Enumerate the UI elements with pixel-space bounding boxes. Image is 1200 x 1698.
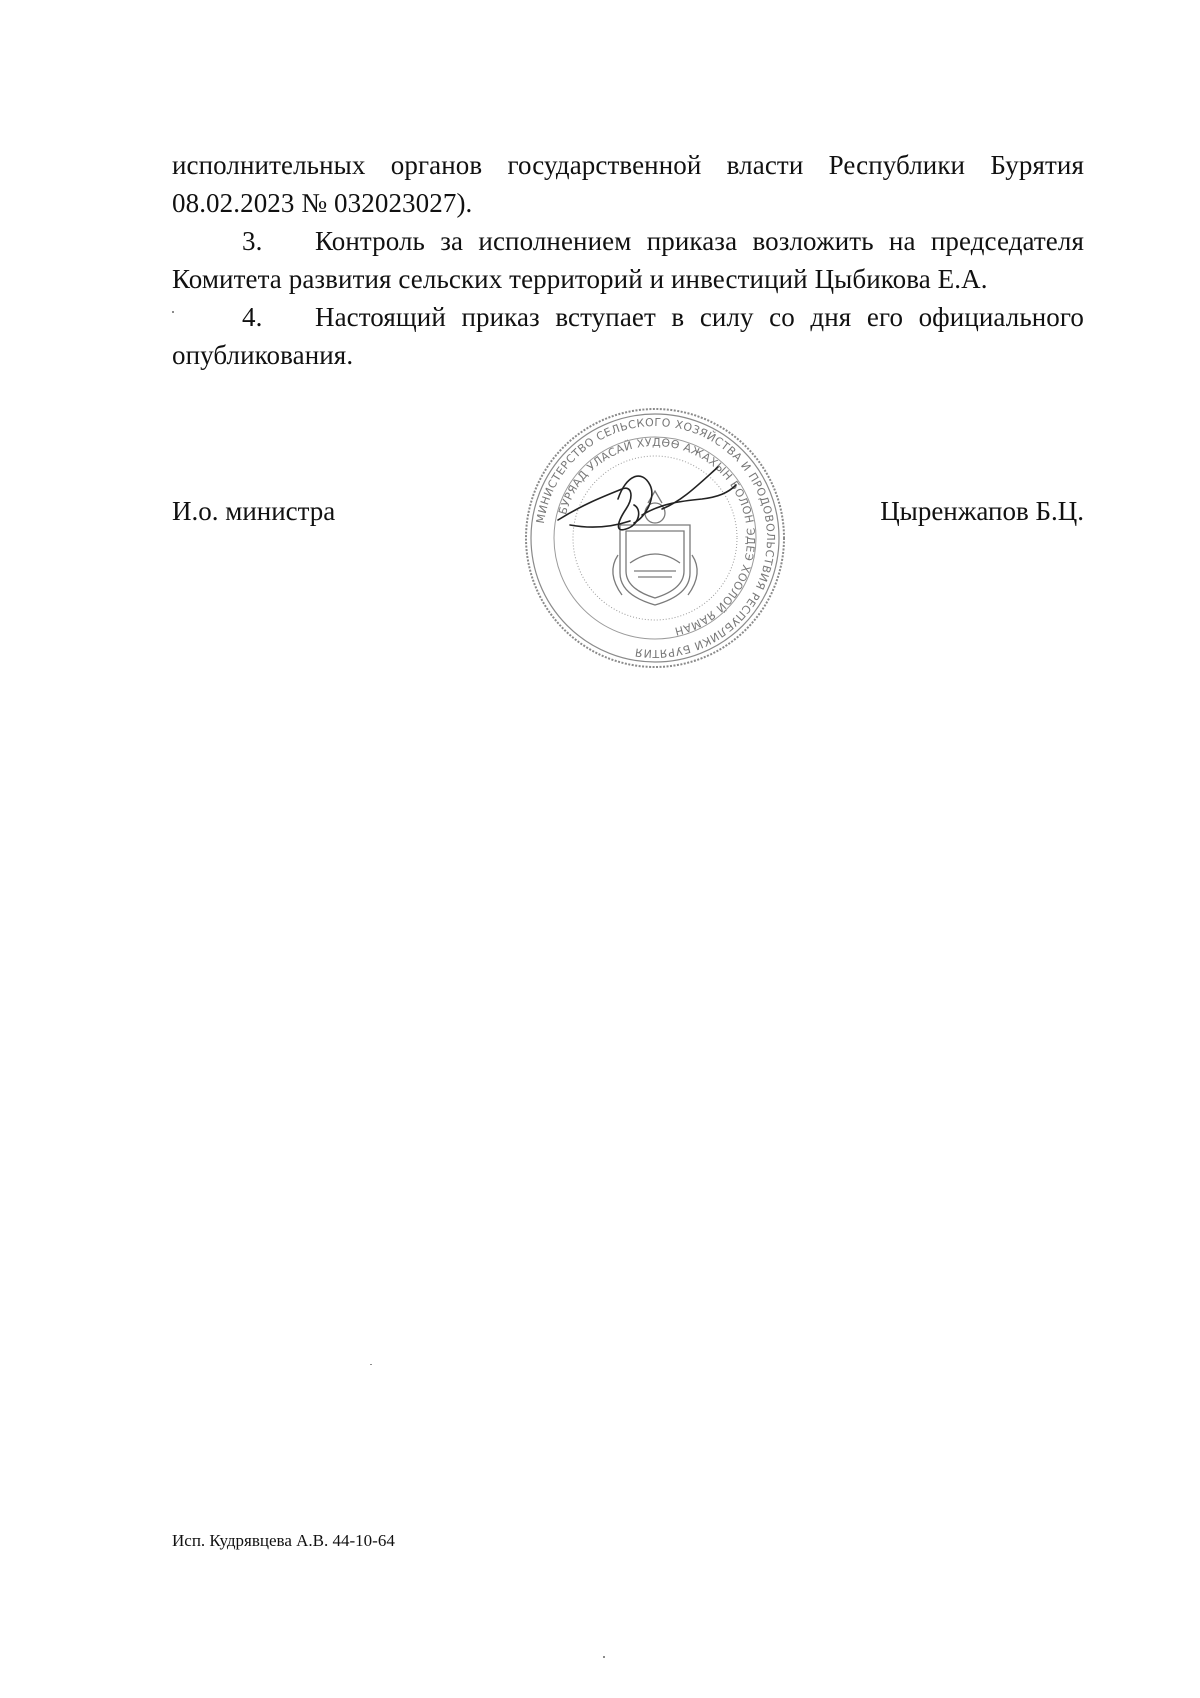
- text-line: [172, 222, 1084, 260]
- item-number: 4.: [242, 302, 263, 332]
- svg-text:МИНИСТЕРСТВО СЕЛЬСКОГО ХОЗЯЙСТ: МИНИСТЕРСТВО СЕЛЬСКОГО ХОЗЯЙСТВА И ПРОДОВОЛЬСТВИЯ РЕСПУБЛИКИ БУРЯТИЯ: [533, 415, 778, 661]
- signatory-position: И.о. министра: [172, 496, 336, 526]
- seal-graphic: [522, 405, 788, 671]
- paragraph-continuation: [172, 146, 1084, 222]
- text-line-content: Настоящий приказ вступает в силу со дня его официального: [315, 302, 1084, 332]
- text-line: опубликования.: [172, 340, 354, 370]
- official-seal: [522, 405, 788, 671]
- scan-speck: [172, 311, 174, 313]
- text-line-content: Контроль за исполнением приказа возложить на председателя: [315, 226, 1084, 256]
- executor-note: Исп. Кудрявцева А.В. 44-10-64: [172, 1531, 395, 1550]
- paragraph-item-3: [172, 222, 1084, 298]
- scan-speck: [603, 1656, 605, 1658]
- svg-text:БУРЯАД УЛАСАЙ ХУДӨӨ АЖАХЫН БОЛ: БУРЯАД УЛАСАЙ ХУДӨӨ АЖАХЫН БОЛОН ЭДЕЭ ХООЛОЙ ЯАМАН: [556, 435, 758, 638]
- text-line: 08.02.2023 № 032023027).: [172, 188, 473, 218]
- scan-speck: [370, 1364, 372, 1365]
- item-number: 3.: [242, 226, 263, 256]
- document-body: [172, 146, 1084, 374]
- paragraph-item-4: [172, 298, 1084, 374]
- text-line: Комитета развития сельских территорий и инвестиций Цыбикова Е.А.: [172, 264, 988, 294]
- text-line: исполнительных органов государственной власти Республики Бурятия: [172, 150, 1084, 180]
- text-line: [172, 298, 1084, 336]
- signatory-name: Цыренжапов Б.Ц.: [880, 496, 1084, 526]
